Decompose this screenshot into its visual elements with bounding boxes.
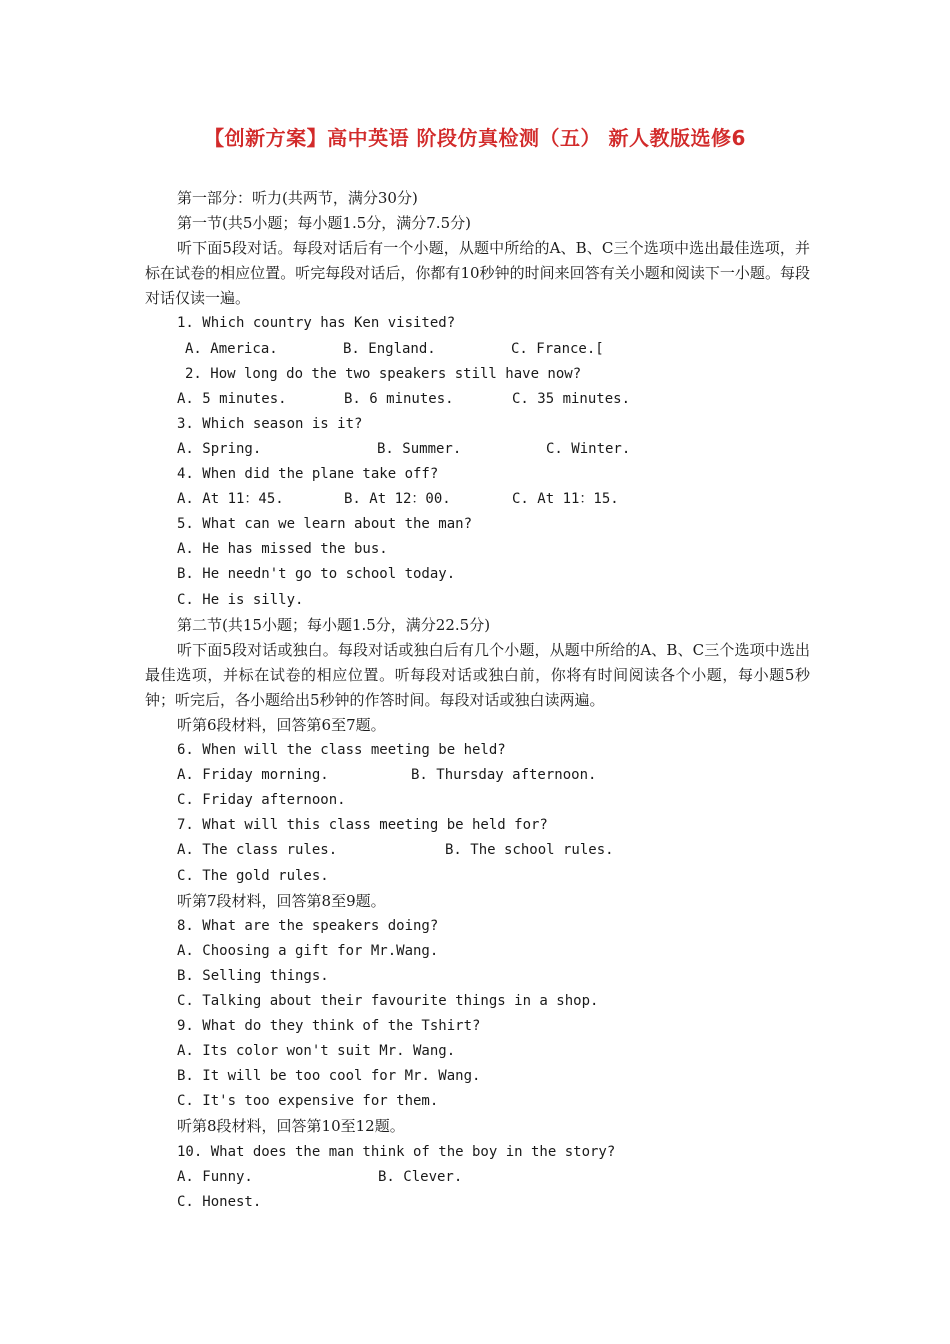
question-6-stem: 6. When will the class meeting be held? [177, 742, 506, 759]
question-9-option-b: B. It will be too cool for Mr. Wang. [177, 1068, 481, 1085]
option-b: B. Clever. [378, 1168, 463, 1185]
section2-heading: 第二节(共15小题；每小题1.5分，满分22.5分) [177, 615, 491, 634]
option-c: C. At 11：15. [512, 491, 619, 508]
option-b: B. Summer. [377, 440, 462, 457]
option-c: C. France.[ [511, 340, 604, 357]
question-6-options [145, 763, 810, 788]
material-7-heading: 听第7段材料，回答第8至9题。 [177, 891, 386, 910]
question-6-option-c: C. Friday afternoon. [177, 792, 346, 809]
document-body [145, 186, 810, 1215]
question-8-option-a: A. Choosing a gift for Mr.Wang. [177, 942, 439, 959]
question-8-option-b: B. Selling things. [177, 967, 329, 984]
option-b: B. 6 minutes. [344, 390, 454, 407]
option-a: A. 5 minutes. [177, 390, 287, 407]
question-3-options [145, 437, 810, 462]
option-b: B. At 12：00. [344, 491, 451, 508]
question-8-option-c: C. Talking about their favourite things in a shop. [177, 993, 599, 1009]
question-5-option-c: C. He is silly. [177, 591, 304, 608]
question-10-options [145, 1165, 810, 1190]
option-a: A. Funny. [177, 1168, 253, 1185]
section2-instructions: 听下面5段对话或独白。每段对话或独白后有几个小题，从题中所给的A、B、C三个选项中选出最佳选项，并标在试卷的相应位置。听每段对话或独白前，你将有时间阅读各个小题，每小题5秒钟；听完后，各小题给出5秒钟的作答时间。每段对话或独白读两遍。 [145, 640, 810, 709]
section1-heading: 第一节(共5小题；每小题1.5分，满分7.5分) [177, 214, 471, 233]
option-c: C. Winter. [546, 440, 631, 457]
question-2-options [145, 387, 810, 412]
document-title: 【创新方案】高中英语 阶段仿真检测（五） 新人教版选修6 [204, 126, 746, 150]
option-a: A. At 11：45. [177, 491, 284, 508]
option-a: A. Spring. [177, 440, 262, 457]
option-b: B. The school rules. [445, 842, 614, 859]
question-7-option-c: C. The gold rules. [177, 867, 329, 884]
question-10-stem: 10. What does the man think of the boy in the story? [177, 1143, 616, 1160]
option-b: B. England. [343, 340, 436, 357]
question-9-option-c: C. It's too expensive for them. [177, 1093, 439, 1110]
question-3-stem: 3. Which season is it? [177, 415, 363, 432]
option-a: A. Friday morning. [177, 767, 329, 784]
question-10-option-c: C. Honest. [177, 1193, 262, 1210]
question-9-stem: 9. What do they think of the Tshirt? [177, 1018, 481, 1035]
question-5-stem: 5. What can we learn about the man? [177, 516, 473, 533]
part1-heading: 第一部分：听力(共两节，满分30分) [177, 189, 418, 207]
material-8-heading: 听第8段材料，回答第10至12题。 [177, 1117, 405, 1136]
option-b: B. Thursday afternoon. [411, 767, 597, 784]
question-7-stem: 7. What will this class meeting be held for? [177, 817, 548, 834]
question-7-options [145, 838, 810, 863]
option-c: C. 35 minutes. [512, 390, 631, 407]
question-9-option-a: A. Its color won't suit Mr. Wang. [177, 1043, 456, 1060]
material-6-heading: 听第6段材料，回答第6至7题。 [177, 715, 386, 734]
question-1-stem: 1. Which country has Ken visited? [177, 315, 456, 332]
question-1-options [145, 337, 810, 362]
question-8-stem: 8. What are the speakers doing? [177, 917, 439, 934]
question-4-options [145, 487, 810, 512]
question-4-stem: 4. When did the plane take off? [177, 466, 439, 483]
option-a: A. America. [185, 340, 278, 357]
option-a: A. The class rules. [177, 842, 338, 859]
question-5-option-b: B. He needn't go to school today. [177, 566, 456, 583]
section1-instructions: 听下面5段对话。每段对话后有一个小题，从题中所给的A、B、C三个选项中选出最佳选项，并标在试卷的相应位置。听完每段对话后，你都有10秒钟的时间来回答有关小题和阅读下一小题。每段对话仅读一遍。 [145, 239, 810, 308]
question-5-option-a: A. He has missed the bus. [177, 541, 388, 558]
question-2-stem: 2. How long do the two speakers still have now? [185, 365, 582, 382]
